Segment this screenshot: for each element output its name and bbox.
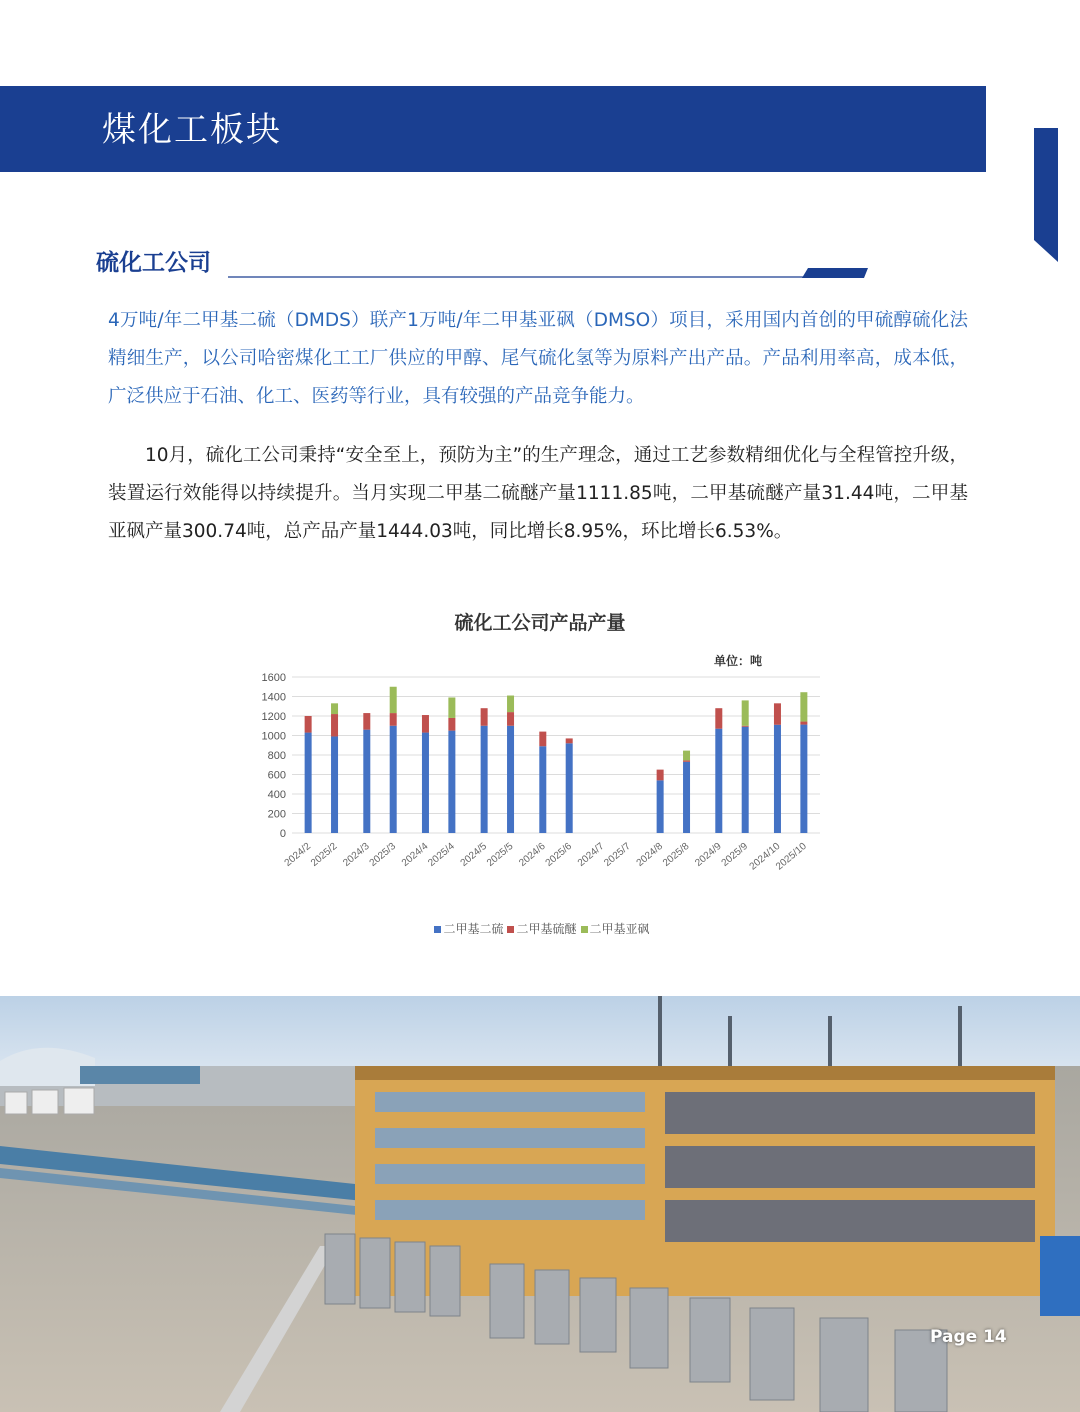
report-paragraph: 10月，硫化工公司秉持“安全至上，预防为主”的生产理念，通过工艺参数精细优化与全程管控升级，装置运行效能得以持续提升。当月实现二甲基二硫醚产量1111.85吨，二甲基硫醚产量31.44吨，二甲基亚砜产量300.74吨，总产品产量1444.03吨，同比增长8.95%，环比增长6.53%。: [108, 445, 968, 542]
x-tick-label: 2024/8: [634, 840, 666, 869]
bar-segment: [566, 738, 573, 743]
bar-segment: [683, 762, 690, 833]
bar-segment: [566, 743, 573, 833]
bar-segment: [800, 722, 807, 725]
bar-segment: [507, 712, 514, 726]
page-title: 煤化工板块: [102, 110, 282, 150]
bar-segment: [305, 733, 312, 833]
intro-paragraph: 4万吨/年二甲基二硫（DMDS）联产1万吨/年二甲基亚砜（DMSO）项目，采用国内首创的甲硫醇硫化法精细生产，以公司哈密煤化工工厂供应的甲醇、尾气硫化氢等为原料产出产品。产品利用率高，成本低，广泛供应于石油、化工、医药等行业，具有较强的产品竞争能力。: [108, 310, 968, 407]
x-tick-label: 2025/3: [367, 840, 399, 869]
bar-segment: [390, 713, 397, 726]
bar-segment: [422, 715, 429, 733]
chart-unit-label: 单位：吨: [714, 654, 763, 668]
x-tick-label: 2025/2: [308, 840, 340, 869]
x-tick-label: 2024/9: [693, 840, 724, 869]
bar-segment: [448, 731, 455, 833]
bar-segment: [742, 726, 749, 727]
legend-label: 二甲基硫醚: [516, 922, 577, 936]
y-tick-label: 1000: [261, 730, 286, 743]
bar-segment: [422, 733, 429, 833]
legend-swatch: [507, 926, 514, 933]
x-tick-label: 2025/9: [719, 840, 751, 869]
bar-segment: [390, 687, 397, 713]
x-tick-label: 2024/4: [399, 840, 431, 869]
x-tick-label: 2025/6: [543, 840, 575, 869]
bar-segment: [715, 708, 722, 728]
y-tick-label: 1600: [261, 672, 286, 684]
legend-item: [577, 922, 650, 936]
bar-segment: [800, 725, 807, 833]
bar-segment: [448, 718, 455, 731]
legend-swatch: [581, 926, 588, 933]
bar-segment: [657, 770, 664, 781]
bar-segment: [507, 726, 514, 833]
bar-segment: [774, 703, 781, 724]
legend-item: [430, 922, 503, 936]
chart-legend: [0, 920, 1080, 937]
legend-swatch: [434, 926, 441, 933]
plant-photo: [0, 996, 1080, 1412]
bar-segment: [331, 714, 338, 736]
y-tick-label: 0: [279, 828, 286, 840]
bar-segment: [481, 708, 488, 726]
y-tick-label: 1200: [261, 711, 286, 723]
page-number: Page 14: [930, 1327, 1007, 1347]
bar-segment: [742, 727, 749, 833]
bar-segment: [305, 716, 312, 733]
x-tick-label: 2024/7: [575, 840, 607, 869]
x-tick-label: 2025/5: [484, 840, 516, 869]
legend-label: 二甲基亚砜: [589, 922, 650, 936]
x-tick-label: 2025/8: [660, 840, 692, 869]
side-tab-decoration: [1034, 128, 1064, 262]
chart-title: 硫化工公司产品产量: [454, 612, 626, 634]
bar-segment: [742, 700, 749, 725]
bar-segment: [657, 780, 664, 833]
production-bar-chart: [240, 665, 840, 915]
bar-segment: [539, 746, 546, 833]
y-tick-label: 600: [267, 769, 286, 782]
bar-segment: [390, 726, 397, 833]
bar-segment: [448, 697, 455, 717]
bar-segment: [331, 736, 338, 833]
y-tick-label: 200: [267, 808, 286, 821]
bar-segment: [715, 729, 722, 833]
y-tick-label: 1400: [261, 691, 286, 704]
bar-segment: [363, 730, 370, 833]
y-tick-label: 400: [267, 789, 286, 801]
bar-segment: [800, 692, 807, 721]
legend-label: 二甲基二硫: [443, 922, 504, 936]
bar-segment: [331, 703, 338, 714]
x-tick-label: 2025/4: [426, 840, 457, 869]
bar-segment: [481, 726, 488, 833]
legend-item: [503, 922, 576, 936]
bar-segment: [683, 760, 690, 761]
bar-segment: [539, 732, 546, 747]
section-title: 硫化工公司: [96, 250, 211, 276]
y-tick-label: 800: [267, 750, 286, 762]
x-tick-label: 2024/5: [458, 840, 490, 869]
bar-segment: [507, 696, 514, 713]
x-tick-label: 2025/10: [774, 840, 809, 873]
section-title-underline: [228, 266, 868, 280]
x-tick-label: 2024/3: [341, 840, 372, 869]
x-tick-label: 2024/6: [517, 840, 548, 869]
x-tick-label: 2024/10: [747, 840, 783, 873]
x-tick-label: 2024/2: [282, 840, 314, 869]
bar-segment: [683, 751, 690, 761]
x-tick-label: 2025/7: [602, 840, 633, 869]
bar-segment: [774, 725, 781, 833]
bar-segment: [363, 713, 370, 730]
